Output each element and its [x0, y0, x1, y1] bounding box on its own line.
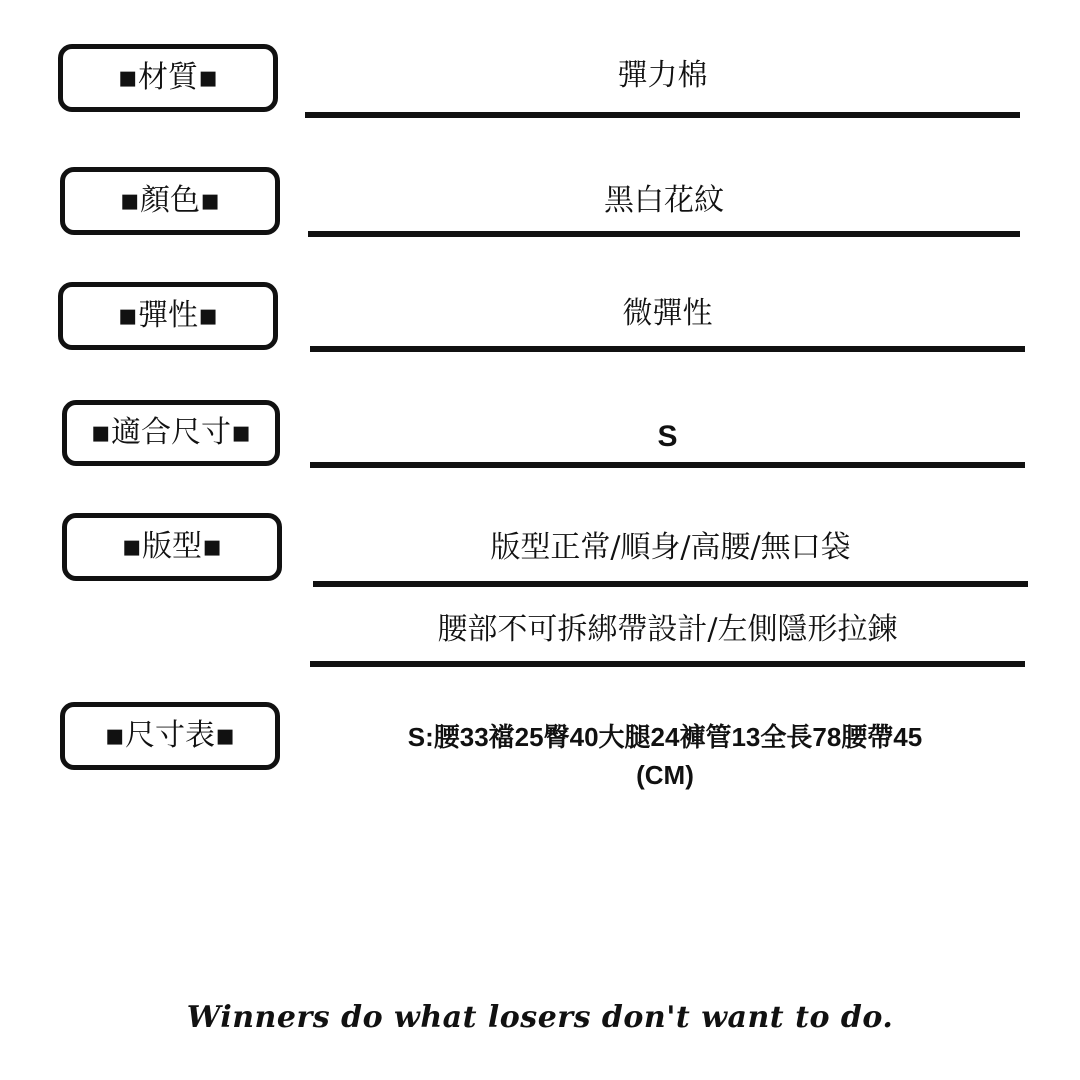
extra-detail-underline — [310, 661, 1025, 667]
size-chart-unit: (CM) — [636, 760, 694, 790]
elasticity-label: ▪彈性▪ — [58, 282, 278, 350]
color-value: 黑白花紋 — [604, 183, 724, 218]
size-chart-measurements: S:腰33襠25臀40大腿24褲管13全長78腰帶45 — [407, 722, 923, 752]
fit-size-label: ▪適合尺寸▪ — [62, 400, 280, 466]
fit-size-underline — [310, 462, 1025, 468]
cut-label: ▪版型▪ — [62, 513, 282, 581]
extra-detail-value: 腰部不可拆綁帶設計/左側隱形拉鍊 — [437, 612, 898, 647]
fit-size-value: S — [657, 420, 678, 453]
color-label: ▪顏色▪ — [60, 167, 280, 235]
size-chart-label: ▪尺寸表▪ — [60, 702, 280, 770]
elasticity-value: 微彈性 — [622, 296, 713, 331]
material-underline — [305, 112, 1020, 118]
cut-value: 版型正常/順身/高腰/無口袋 — [490, 530, 851, 565]
motto-text: Winners do what losers don't want to do. — [186, 1000, 894, 1035]
material-label: ▪材質▪ — [58, 44, 278, 112]
color-underline — [308, 231, 1020, 237]
elasticity-underline — [310, 346, 1025, 352]
cut-underline — [313, 581, 1028, 587]
size-chart-text — [330, 718, 1000, 794]
material-value: 彈力棉 — [617, 58, 708, 93]
